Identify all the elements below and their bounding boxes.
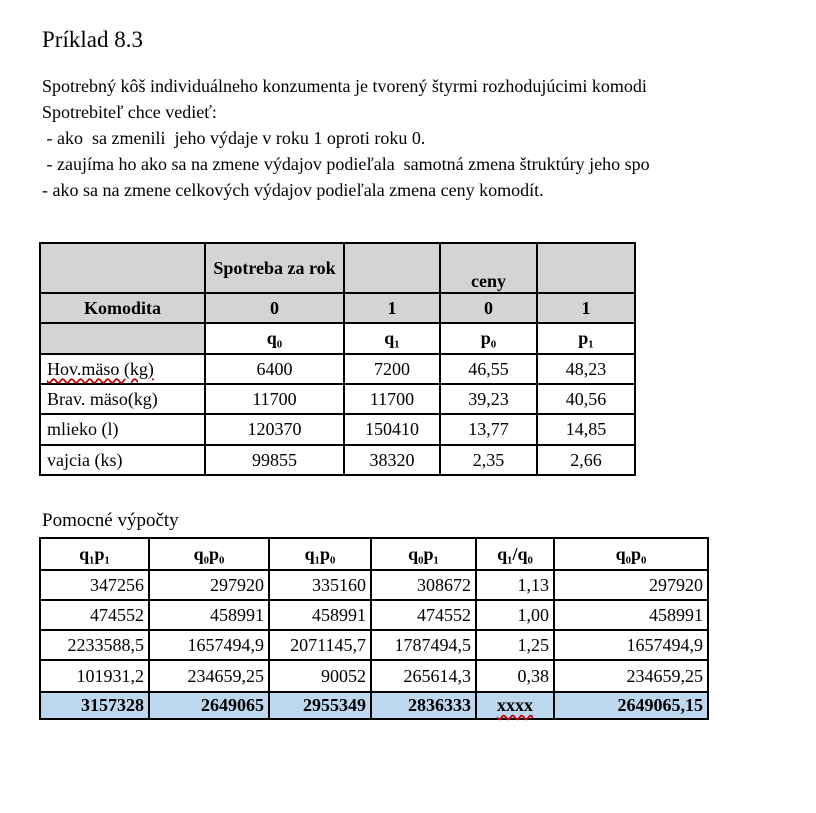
table-header-row <box>40 243 635 293</box>
table-cell: 474552 <box>371 600 476 630</box>
table-cell: 39,23 <box>440 384 537 414</box>
table-row <box>40 445 635 475</box>
header-cell: q₀p₁ <box>371 538 476 570</box>
table-row <box>40 414 635 445</box>
table-cell: 2071145,7 <box>269 630 371 660</box>
commodity-label: mlieko (l) <box>40 414 205 445</box>
header-cell <box>40 243 205 293</box>
table-cell: 265614,3 <box>371 660 476 692</box>
header-cell: q₁p₀ <box>269 538 371 570</box>
table-row <box>40 630 708 660</box>
header-cell <box>40 323 205 354</box>
commodity-label-text: Brav. mäso(kg) <box>47 388 158 409</box>
commodity-label: vajcia (ks) <box>40 445 205 475</box>
symbol-cell: q₁ <box>344 323 440 354</box>
table-cell: 297920 <box>149 570 269 600</box>
table-cell: 458991 <box>554 600 708 630</box>
table-cell: 11700 <box>205 384 344 414</box>
symbol-cell: p₀ <box>440 323 537 354</box>
table-cell: 46,55 <box>440 354 537 384</box>
commodity-label: Hov.mäso (kg) <box>40 354 205 384</box>
table-cell: 99855 <box>205 445 344 475</box>
table-cell: 335160 <box>269 570 371 600</box>
header-cell <box>344 243 440 293</box>
total-cell: 2649065,15 <box>554 692 708 719</box>
table-cell: 1657494,9 <box>149 630 269 660</box>
total-cell: 3157328 <box>40 692 149 719</box>
table-row <box>40 384 635 414</box>
table-cell: 48,23 <box>537 354 635 384</box>
header-cell: q₀p₀ <box>554 538 708 570</box>
table-cell: 1,25 <box>476 630 554 660</box>
total-placeholder: xxxx <box>497 695 533 715</box>
table-cell: 474552 <box>40 600 149 630</box>
table-cell: 120370 <box>205 414 344 445</box>
header-cell: 1 <box>344 293 440 323</box>
paragraph-line: - ako sa na zmene celkových výdajov podieľala zmena ceny komodít. <box>42 180 544 200</box>
header-cell: q₁/q₀ <box>476 538 554 570</box>
table-cell: 1787494,5 <box>371 630 476 660</box>
table-cell: 40,56 <box>537 384 635 414</box>
paragraph-line: Spotrebiteľ chce vedieť: <box>42 102 217 122</box>
consumption-table <box>39 242 636 476</box>
table-row <box>40 660 708 692</box>
header-cell: q₀p₀ <box>149 538 269 570</box>
table-cell: 1,13 <box>476 570 554 600</box>
table-cell: 347256 <box>40 570 149 600</box>
calculations-table <box>39 537 709 720</box>
table-cell: 11700 <box>344 384 440 414</box>
table-cell: 458991 <box>149 600 269 630</box>
table-cell: 13,77 <box>440 414 537 445</box>
total-cell: 2955349 <box>269 692 371 719</box>
table-cell: 297920 <box>554 570 708 600</box>
table-cell: 38320 <box>344 445 440 475</box>
header-cell: Komodita <box>40 293 205 323</box>
header-cell: 0 <box>205 293 344 323</box>
table-cell: 101931,2 <box>40 660 149 692</box>
symbol-cell: p₁ <box>537 323 635 354</box>
table-cell: 150410 <box>344 414 440 445</box>
paragraph-line: - ako sa zmenili jeho výdaje v roku 1 oproti roku 0. <box>42 128 426 148</box>
table-cell: 6400 <box>205 354 344 384</box>
table-cell: 2,35 <box>440 445 537 475</box>
symbol-cell: q₀ <box>205 323 344 354</box>
table-cell: 234659,25 <box>149 660 269 692</box>
table-cell: 0,38 <box>476 660 554 692</box>
section-caption: Pomocné výpočty <box>42 510 179 531</box>
total-cell <box>476 692 554 719</box>
table-cell: 458991 <box>269 600 371 630</box>
table-cell: 234659,25 <box>554 660 708 692</box>
table-row <box>40 354 635 384</box>
table-cell: 2,66 <box>537 445 635 475</box>
totals-row <box>40 692 708 719</box>
table-row <box>40 570 708 600</box>
total-cell: 2836333 <box>371 692 476 719</box>
table-row <box>40 600 708 630</box>
table-cell: 14,85 <box>537 414 635 445</box>
table-header-row <box>40 293 635 323</box>
problem-statement <box>42 73 816 203</box>
commodity-label <box>40 384 205 414</box>
page-title: Príklad 8.3 <box>42 27 143 52</box>
header-cell: Spotreba za rok <box>205 243 344 293</box>
header-cell: 1 <box>537 293 635 323</box>
paragraph-line: - zaujíma ho ako sa na zmene výdajov podieľala samotná zmena štruktúry jeho spo <box>42 154 650 174</box>
table-header-row <box>40 538 708 570</box>
header-cell <box>537 243 635 293</box>
paragraph-line: Spotrebný kôš individuálneho konzumenta je tvorený štyrmi rozhodujúcimi komodi <box>42 76 647 96</box>
table-cell: 2233588,5 <box>40 630 149 660</box>
table-cell: 90052 <box>269 660 371 692</box>
table-cell: 7200 <box>344 354 440 384</box>
header-cell: ceny <box>440 243 537 293</box>
header-cell: 0 <box>440 293 537 323</box>
table-cell: 1657494,9 <box>554 630 708 660</box>
table-cell: 1,00 <box>476 600 554 630</box>
total-cell: 2649065 <box>149 692 269 719</box>
table-cell: 308672 <box>371 570 476 600</box>
table-header-row <box>40 323 635 354</box>
header-cell: q₁p₁ <box>40 538 149 570</box>
